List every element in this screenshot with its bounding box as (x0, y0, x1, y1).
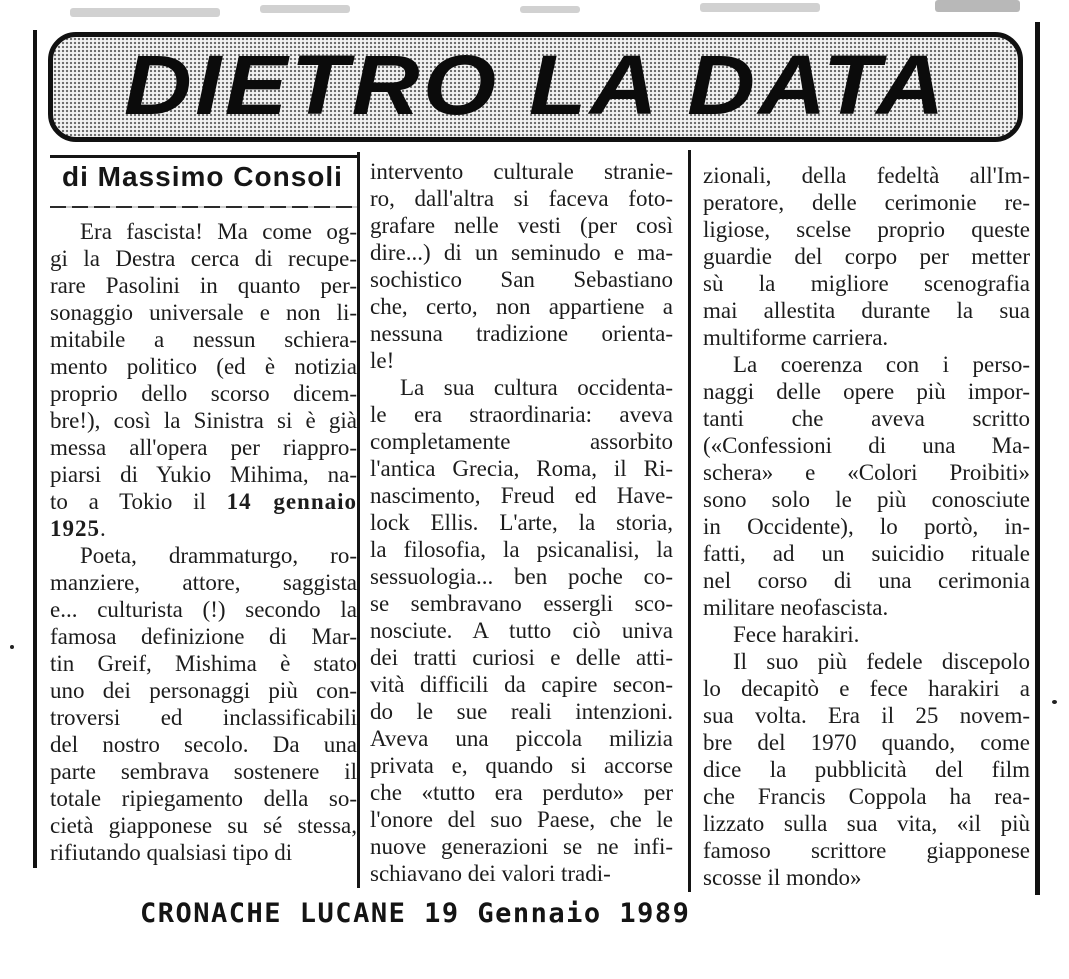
masthead-box (48, 32, 1023, 142)
text-line: manziere, attore, saggista (50, 570, 357, 595)
article-column-1 (50, 218, 357, 866)
scan-noise (700, 3, 820, 12)
text-line: le era straordinaria: aveva (370, 402, 673, 427)
source-caption: CRONACHE LUCANE 19 Gennaio 1989 (140, 898, 691, 929)
text-line: Fece harakiri. (733, 622, 860, 647)
column-divider-1 (357, 152, 360, 888)
text-line: sù la migliore scenografia (703, 271, 1030, 296)
text-line: gi la Destra cerca di recupe- (50, 246, 357, 271)
left-border-rule (33, 30, 37, 868)
text-line: mento politico (ed è notizia (50, 354, 357, 379)
text-line: dice la pubblicità del film (703, 757, 1030, 782)
scan-noise (70, 8, 220, 17)
text-line: vità difficili da capire secon- (370, 672, 673, 697)
paragraph (703, 162, 1030, 351)
text-line: naggi delle opere più impor- (703, 379, 1030, 404)
text-line: schiavano dei valori tradi- (370, 861, 611, 886)
text-line: bre del 1970 quando, come (703, 730, 1030, 755)
text-line: mitabile a nessun schiera- (50, 327, 357, 352)
text-line: tanti che aveva scritto (703, 406, 1030, 431)
text-line: La coerenza con i perso- (733, 352, 1030, 377)
masthead-title: DIETRO LA DATA (123, 38, 948, 132)
text-line: troversi ed inclassificabili (50, 705, 357, 730)
text-line: 1925. (50, 516, 106, 541)
text-line: guardie del corpo per metter (703, 244, 1030, 269)
paragraph (703, 621, 1030, 648)
paragraph (703, 351, 1030, 621)
text-line: tin Greif, Mishima è stato (50, 651, 357, 676)
text-line: lizzato sulla sua vita, «il più (703, 811, 1030, 836)
text-line: lock Ellis. L'arte, la storia, (370, 510, 673, 535)
text-line: sua volta. Era il 25 novem- (703, 703, 1030, 728)
text-line: Aveva una piccola milizia (370, 726, 673, 751)
text-line: to a Tokio il 14 gennaio (50, 489, 357, 514)
text-line: militare neofascista. (703, 595, 889, 620)
byline-rule-top (50, 155, 357, 158)
paragraph (50, 218, 357, 542)
text-line: nosciute. A tutto ciò univa (370, 618, 673, 643)
text-line: cietà giapponese su sé stessa, (50, 813, 357, 838)
paragraph (50, 542, 357, 866)
text-line: fatti, ad un suicidio rituale (703, 541, 1030, 566)
text-line: multiforme carriera. (703, 325, 889, 350)
text-line: famosa definizione di Mar- (50, 624, 357, 649)
text-line: dei tratti curiosi e delle atti- (370, 645, 673, 670)
scan-noise (520, 6, 580, 13)
scan-speck (10, 645, 14, 649)
text-line: messa all'opera per riappro- (50, 435, 357, 460)
text-line: nessuna tradizione orienta- (370, 321, 673, 346)
scan-noise (260, 5, 350, 13)
paragraph (370, 158, 673, 374)
text-line: rifiutando qualsiasi tipo di (50, 840, 293, 865)
text-line: Il suo più fedele discepolo (733, 649, 1030, 674)
text-line: nel corso di una cerimonia (703, 568, 1030, 593)
text-line: schera» e «Colori Proibiti» (703, 460, 1030, 485)
text-line: che, certo, non appartiene a (370, 294, 673, 319)
text-line: parte sembrava sostenere il (50, 759, 357, 784)
text-line: in Occidente), lo portò, in- (703, 514, 1030, 539)
text-line: nascimento, Freud ed Have- (370, 483, 673, 508)
text-line: Poeta, drammaturgo, ro- (80, 543, 357, 568)
text-line: ligiose, scelse proprio queste (703, 217, 1030, 242)
text-line: Era fascista! Ma come og- (80, 219, 357, 244)
text-line: nuove generazioni se ne infi- (370, 834, 673, 859)
text-line: La sua cultura occidenta- (400, 375, 673, 400)
article-column-2 (370, 158, 673, 887)
text-line: completamente assorbito (370, 429, 673, 454)
text-line: ro, dall'altra si faceva foto- (370, 186, 673, 211)
text-line: famoso scrittore giapponese (703, 838, 1030, 863)
article-column-3 (703, 162, 1030, 891)
byline: di Massimo Consoli (62, 161, 343, 192)
text-line: peratore, delle cerimonie re- (703, 190, 1030, 215)
text-line: do le sue reali intenzioni. (370, 699, 673, 724)
text-line: scosse il mondo» (703, 865, 862, 890)
text-line: che «tutto era perduto» per (370, 780, 673, 805)
text-line: sono solo le più conosciute (703, 487, 1030, 512)
text-line: del nostro secolo. Da una (50, 732, 357, 757)
text-line: mai allestita durante la sua (703, 298, 1030, 323)
text-line: l'antica Grecia, Roma, il Ri- (370, 456, 673, 481)
text-line: sessuologia... ben poche co- (370, 564, 673, 589)
scan-speck (1052, 700, 1057, 704)
text-line: bre!), così la Sinistra si è già (50, 408, 357, 433)
text-line: («Confessioni di una Ma- (703, 433, 1030, 458)
text-line: piarsi di Yukio Mihima, na- (50, 462, 357, 487)
text-line: che Francis Coppola ha rea- (703, 784, 1030, 809)
text-line: grafare nelle vesti (per così (370, 213, 673, 238)
text-line: dire...) di un seminudo e ma- (370, 240, 673, 265)
text-line: privata e, quando si accorse (370, 753, 673, 778)
column-divider-2 (688, 150, 691, 892)
scan-noise (935, 0, 1020, 12)
text-line: la filosofia, la psicanalisi, la (370, 537, 673, 562)
text-line: lo decapitò e fece harakiri a (703, 676, 1030, 701)
right-border-rule (1035, 22, 1040, 895)
paragraph (370, 374, 673, 887)
text-line: totale ripiegamento della so- (50, 786, 357, 811)
text-line: proprio dello scorso dicem- (50, 381, 357, 406)
text-line: e... culturista (!) secondo la (50, 597, 357, 622)
text-line: uno dei personaggi più con- (50, 678, 357, 703)
text-line: se sembravano essergli sco- (370, 591, 673, 616)
text-line: rare Pasolini in quanto per- (50, 273, 357, 298)
text-line: sonaggio universale e non li- (50, 300, 357, 325)
byline-rule-bottom (50, 206, 357, 208)
paragraph (703, 648, 1030, 891)
text-line: zionali, della fedeltà all'Im- (703, 163, 1030, 188)
text-line: sochistico San Sebastiano (370, 267, 673, 292)
text-line: intervento culturale stranie- (370, 159, 673, 184)
text-line: l'onore del suo Paese, che le (370, 807, 673, 832)
text-line: le! (370, 348, 395, 373)
